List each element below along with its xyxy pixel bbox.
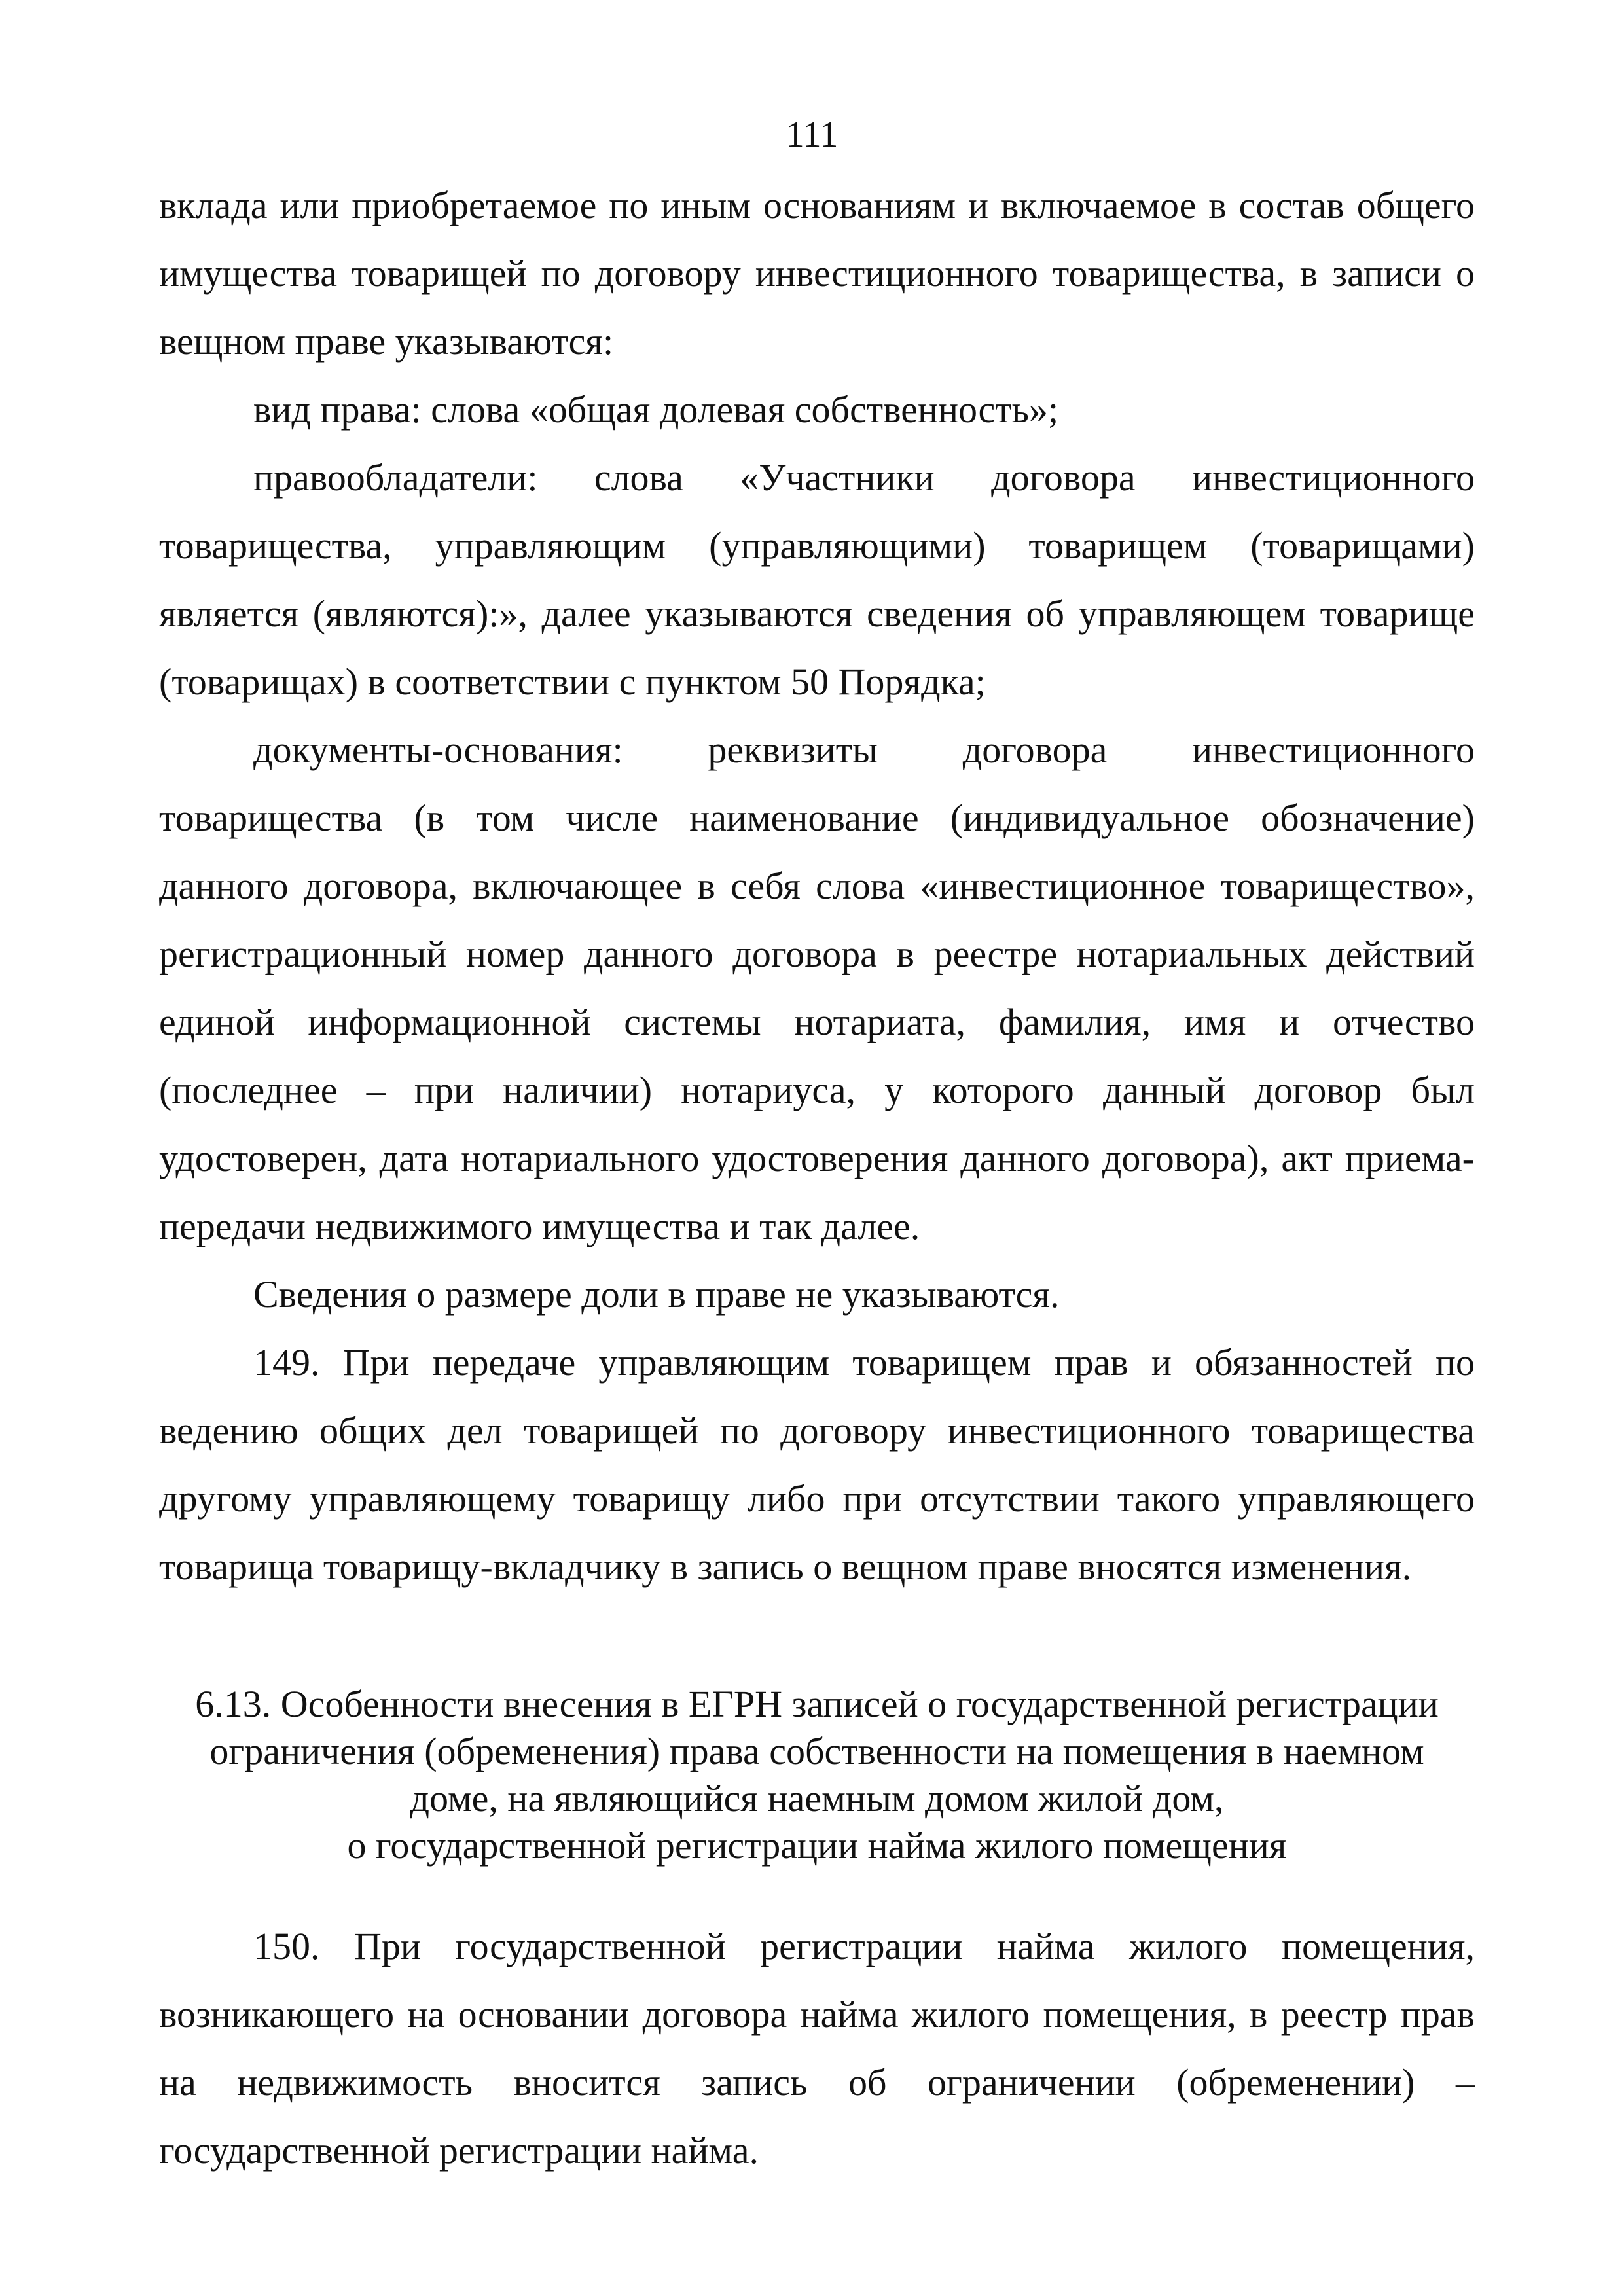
- paragraph-documents-basis: документы-основания: реквизиты договора инвестиционного товарищества (в том числе наименование (индивидуальное обозначение) данного договора, включающее в себя слова «инвестиционное товарищество», регистрационный номер данного договора в реестре нотариальных действий единой информационной системы нотариата, фамилия, имя и отчество (последнее – при наличии) нотариуса, у которого данный договор был удостоверен, дата нотариального удостоверения данного договора), акт приема-передачи недвижимого имущества и так далее.: [159, 728, 1475, 1247]
- paragraph-rightholders: правообладатели: слова «Участники договора инвестиционного товарищества, управляющим (управляющими) товарищем (товарищами) является (являются):», далее указываются сведения об управляющем товарище (товарищах) в соответствии с пунктом 50 Порядка;: [159, 456, 1475, 703]
- page-number: 111: [785, 115, 839, 155]
- heading-line: о государственной регистрации найма жилого помещения: [347, 1824, 1287, 1867]
- body-text: [159, 171, 1475, 1601]
- paragraph-share-info: Сведения о размере доли в праве не указываются.: [253, 1273, 1060, 1316]
- heading-line: ограничения (обременения) права собственности на помещения в наемном: [209, 1730, 1424, 1772]
- paragraph-150: 150. При государственной регистрации найма жилого помещения, возникающего на основании договора найма жилого помещения, в реестр прав на недвижимость вносится запись об ограничении (обременении) – государственной регистрации найма.: [159, 1925, 1475, 2172]
- section-heading: [159, 1681, 1475, 1869]
- paragraph-right-type: вид права: слова «общая долевая собственность»;: [253, 388, 1059, 431]
- body-text-lower: [159, 1912, 1475, 2185]
- paragraph-149: 149. При передаче управляющим товарищем прав и обязанностей по ведению общих дел товарищей по договору инвестиционного товарищества другому управляющему товарищу либо при отсутствии такого управляющего товарища товарищу-вкладчику в запись о вещном праве вносятся изменения.: [159, 1341, 1475, 1588]
- heading-line: 6.13. Особенности внесения в ЕГРН записей о государственной регистрации: [195, 1683, 1439, 1725]
- heading-line: доме, на являющийся наемным домом жилой дом,: [410, 1777, 1224, 1820]
- paragraph-continuation: вклада или приобретаемое по иным основаниям и включаемое в состав общего имущества товарищей по договору инвестиционного товарищества, в записи о вещном праве указываются:: [159, 184, 1475, 363]
